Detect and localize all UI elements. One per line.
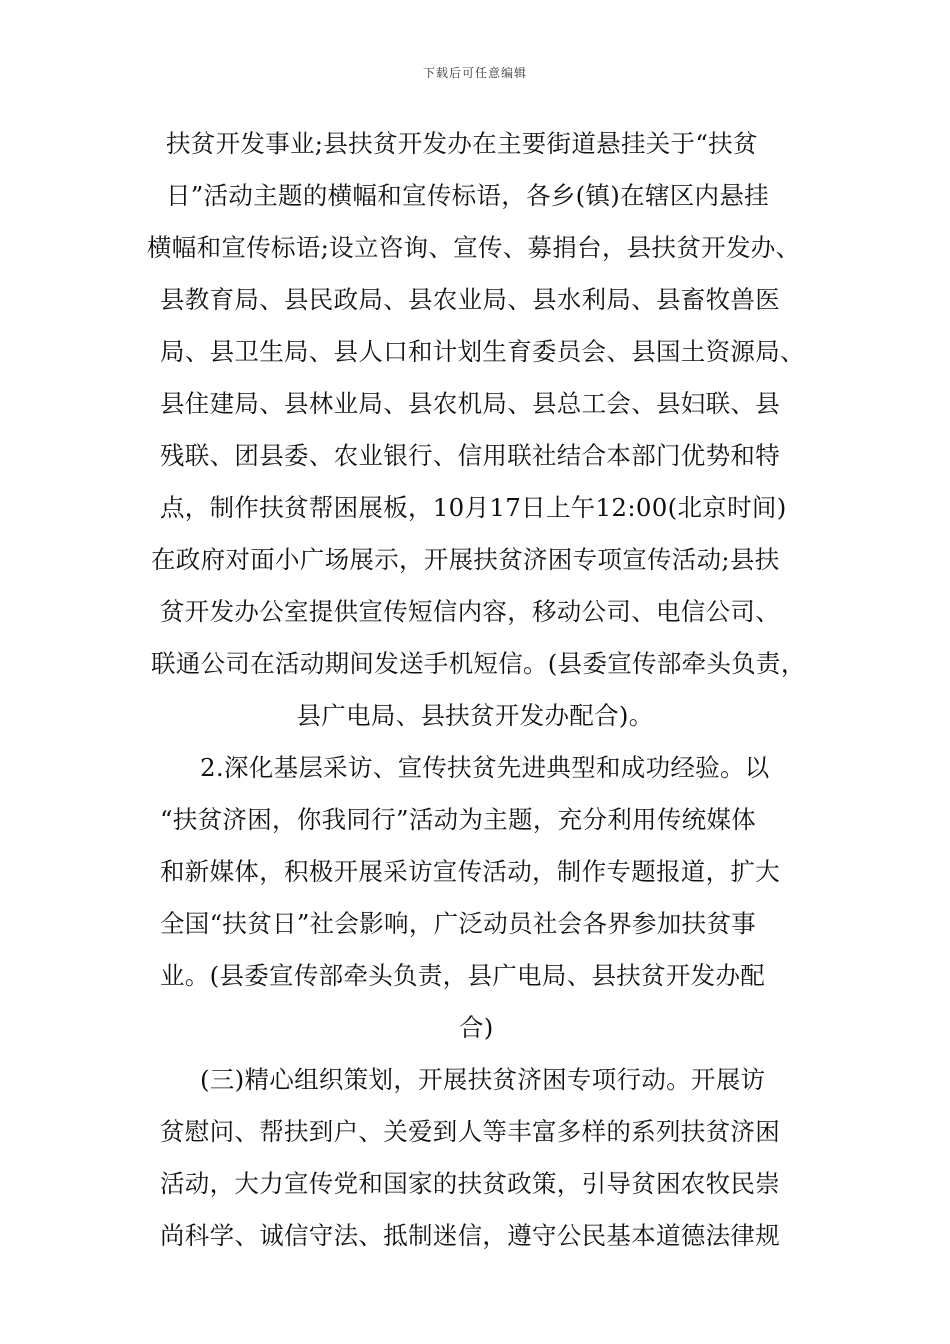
document-body [0, 126, 950, 1270]
text-line: 活动，大力宣传党和国家的扶贫政策，引导贫困农牧民崇 [160, 1169, 780, 1198]
text-line: 局、县卫生局、县人口和计划生育委员会、县国土资源局、 [160, 337, 805, 366]
paragraph-start: 2.深化基层采访、宣传扶贫先进典型和成功经验。以 [200, 753, 770, 782]
text-line: 点，制作扶贫帮困展板，10月17日上午12:00(北京时间) [160, 493, 787, 522]
paragraph-start: (三)精心组织策划，开展扶贫济困专项行动。开展访 [200, 1065, 766, 1094]
text-line: 在政府对面小广场展示，开展扶贫济困专项宣传活动;县扶 [151, 545, 780, 574]
text-line: 和新媒体，积极开展采访宣传活动，制作专题报道，扩大 [160, 857, 780, 886]
text-line: “扶贫济困，你我同行”活动为主题，充分利用传统媒体 [160, 805, 757, 834]
text-line: 合) [459, 1013, 494, 1042]
text-line: 扶贫开发事业;县扶贫开发办在主要街道悬挂关于“扶贫 [166, 129, 758, 158]
text-line: 贫开发办公室提供宣传短信内容，移动公司、电信公司、 [160, 597, 780, 626]
text-line: 尚科学、诚信守法、抵制迷信，遵守公民基本道德法律规 [160, 1221, 780, 1250]
text-line: 业。(县委宣传部牵头负责，县广电局、县扶贫开发办配 [160, 961, 766, 990]
text-line: 县教育局、县民政局、县农业局、县水利局、县畜牧兽医 [160, 285, 780, 314]
text-line: 县住建局、县林业局、县农机局、县总工会、县妇联、县 [160, 389, 780, 418]
text-line: 联通公司在活动期间发送手机短信。(县委宣传部牵头负责， [151, 649, 806, 678]
text-line: 残联、团县委、农业银行、信用联社结合本部门优势和特 [160, 441, 780, 470]
page-header: 下载后可任意编辑 [422, 66, 527, 80]
text-line: 贫慰问、帮扶到户、关爱到人等丰富多样的系列扶贫济困 [160, 1117, 780, 1146]
text-line: 横幅和宣传标语;设立咨询、宣传、募捐台，县扶贫开发办、 [147, 233, 801, 262]
text-line: 县广电局、县扶贫开发办配合)。 [296, 701, 654, 730]
text-line: 日”活动主题的横幅和宣传标语，各乡(镇)在辖区内悬挂 [166, 181, 769, 210]
text-line: 全国“扶贫日”社会影响，广泛动员社会各界参加扶贫事 [160, 909, 757, 938]
